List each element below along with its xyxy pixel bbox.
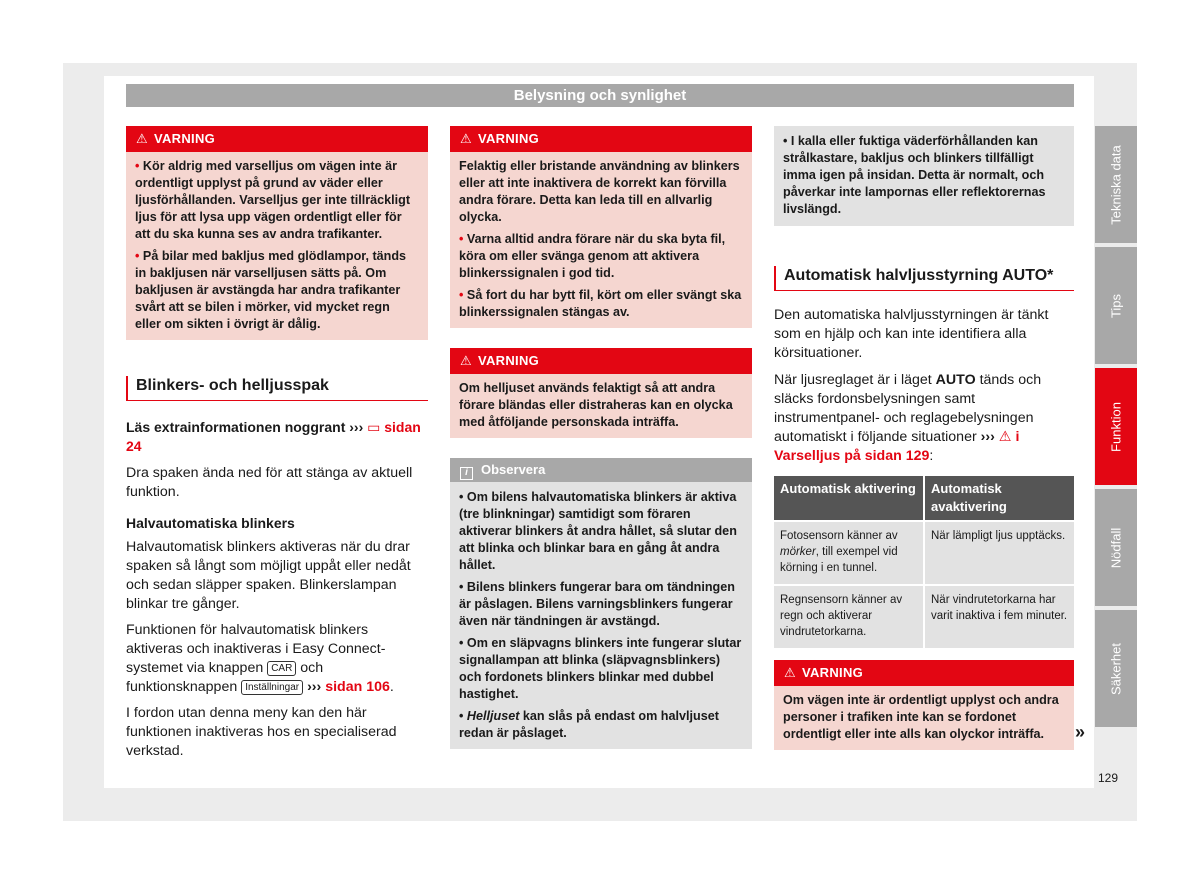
- warning-triangle-icon: ⚠: [784, 665, 796, 680]
- warning-triangle-icon: ⚠: [460, 353, 472, 368]
- book-icon: ▭: [367, 419, 381, 435]
- warning-box: [126, 126, 428, 340]
- warning-body: [450, 152, 752, 328]
- page-link[interactable]: sidan 106: [325, 679, 390, 695]
- table-cell: Fotosensorn känner av mörker, till exempel vid körning i en tunnel.: [774, 521, 924, 585]
- warning-triangle-icon: ⚠: [998, 429, 1012, 445]
- table-row: [774, 521, 1074, 585]
- warning-box: [774, 660, 1074, 750]
- warning-body: [774, 686, 1074, 750]
- info-icon: i: [460, 467, 473, 480]
- warning-triangle-icon: ⚠: [136, 131, 148, 146]
- tab-tekniska-data[interactable]: Tekniska data: [1095, 126, 1137, 243]
- warning-text: Om helljuset används felaktigt så att andra förare bländas eller distraheras kan en olycka med åtföljande personskada inträffa.: [459, 381, 733, 429]
- warning-header: ⚠ VARNING: [126, 126, 428, 152]
- warning-text: Om vägen inte är ordentligt upplyst och andra personer i trafiken inte kan se fordonet ordentligt eller inte alls kan olyckor inträffa.: [783, 693, 1059, 741]
- section-heading: Blinkers- och helljusspak: [126, 376, 428, 401]
- table-header-cell: Automatisk avaktivering: [924, 476, 1074, 521]
- warning-triangle-icon: ⚠: [460, 131, 472, 146]
- note-box: [450, 458, 752, 749]
- read-more-note: Läs extrainformationen noggrant ››› ▭ sidan 24: [126, 419, 421, 454]
- table-header-cell: Automatisk aktivering: [774, 476, 924, 521]
- column-middle: [450, 126, 752, 749]
- warning-item: • Kör aldrig med varselljus om vägen inte är ordentligt upplyst på grund av väder eller ljusförhållanden. Varselljus ger inte tillräckligt ljus för att lysa upp vägen ordentligt eller för att du ska kunna ses av andra trafikanter.: [135, 159, 411, 241]
- note-body: [450, 482, 752, 749]
- warning-box: [450, 348, 752, 438]
- warning-header: ⚠ VARNING: [450, 126, 752, 152]
- subheading: Halvautomatiska blinkers: [126, 515, 295, 531]
- warning-header: ⚠ VARNING: [774, 660, 1074, 686]
- auto-light-table: [774, 476, 1074, 648]
- paragraph: Dra spaken ända ned för att stänga av aktuell funktion.: [126, 465, 413, 500]
- warning-body: [126, 152, 428, 340]
- continuation-box: • I kalla eller fuktiga väderförhållanden kan strålkastare, bakljus och blinkers tillfälligt imma igen på insidan. Detta är normalt, och påverkar inte lampornas eller reflektorernas livslängd.: [774, 126, 1074, 226]
- car-key-icon: CAR: [267, 661, 296, 676]
- warning-item: • Varna alltid andra förare när du ska byta fil, köra om eller svänga genom att aktivera blinkerssignalen i god tid.: [459, 232, 726, 280]
- warning-item: • På bilar med bakljus med glödlampor, tänds in bakljusen när varselljusen sätts på. Om bakljusen är avstängda har andra trafikanter svårt att se bilen i mörker, vid mycket regn eller om sikten i övrigt är dålig.: [135, 249, 407, 331]
- page-link[interactable]: i Varselljus på sidan 129: [774, 429, 1020, 464]
- table-cell: När vindrutetorkarna har varit inaktiva i fem minuter.: [924, 585, 1074, 648]
- note-item: • Bilens blinkers fungerar bara om tändningen är påslagen. Bilens varningsblinkers fungerar även när tändningen är avstängd.: [459, 580, 735, 628]
- table-header-row: [774, 476, 1074, 521]
- warning-header: ⚠ VARNING: [450, 348, 752, 374]
- auto-symbol: AUTO: [935, 372, 976, 388]
- note-item: • Helljuset kan slås på endast om halvljuset redan är påslaget.: [459, 709, 719, 740]
- warning-item: • Så fort du har bytt fil, kört om eller svängt ska blinkerssignalen stängas av.: [459, 288, 742, 319]
- table-cell: Regnsensorn känner av regn och aktiverar vindrutetorkarna.: [774, 585, 924, 648]
- note-item: • Om bilens halvautomatiska blinkers är aktiva (tre blinkningar) samtidigt som föraren aktiverar blinkers åt andra hållet, så slutar den att blinka och blinkar bara en gång åt andra hållet.: [459, 490, 737, 572]
- paragraph: När ljusreglaget är i läget AUTO tänds och släcks fordonsbelysningen samt instrumentpanel- och reglagebelysningen automatiskt i följande situationer ››› ⚠ i Varselljus på sidan 129:: [774, 372, 1042, 464]
- tab-sakerhet[interactable]: Säkerhet: [1095, 610, 1137, 727]
- note-item: • Om en släpvagns blinkers inte fungerar slutar signallampan att blinka (släpvagnsblinkers) och fordonets blinkers blinkar med dubbel hastighet.: [459, 636, 742, 701]
- column-right: [774, 126, 1074, 750]
- table-row: [774, 585, 1074, 648]
- note-header: i Observera: [450, 458, 752, 482]
- settings-key-icon: Inställningar: [241, 680, 303, 695]
- paragraph: Den automatiska halvljusstyrningen är tänkt som en hjälp och kan inte identifiera alla körsituationer.: [774, 307, 1049, 361]
- tab-nodfall[interactable]: Nödfall: [1095, 489, 1137, 606]
- warning-body: [450, 374, 752, 438]
- warning-text: Felaktig eller bristande användning av blinkers eller att inte inaktivera de korrekt kan förvilla andra förare. Detta kan leda till en allvarlig olycka.: [459, 159, 740, 224]
- continue-arrow-icon: »: [1075, 722, 1086, 742]
- warning-box: [450, 126, 752, 328]
- page-title: Belysning och synlighet: [126, 84, 1074, 107]
- tab-tips[interactable]: Tips: [1095, 247, 1137, 364]
- page-link[interactable]: sidan 24: [126, 419, 421, 454]
- table-cell: När lämpligt ljus upptäcks.: [924, 521, 1074, 585]
- paragraph: Funktionen för halvautomatisk blinkers aktiveras och inaktiveras i Easy Connect-systemet via knappen CAR och funktionsknappen Inställningar ››› sidan 106.: [126, 622, 394, 695]
- paragraph: I fordon utan denna meny kan den här funktionen inaktiveras hos en specialiserad verkstad.: [126, 705, 397, 759]
- column-left: [126, 126, 428, 761]
- section-heading: Automatisk halvljusstyrning AUTO*: [774, 266, 1074, 291]
- page-number: 129: [1098, 771, 1119, 785]
- tab-funktion[interactable]: Funktion: [1095, 368, 1137, 485]
- paragraph: Halvautomatisk blinkers aktiveras när du drar spaken så långt som möjligt uppåt eller nedåt och sedan släpper spaken. Blinkerslampan blinkar tre gånger.: [126, 539, 411, 612]
